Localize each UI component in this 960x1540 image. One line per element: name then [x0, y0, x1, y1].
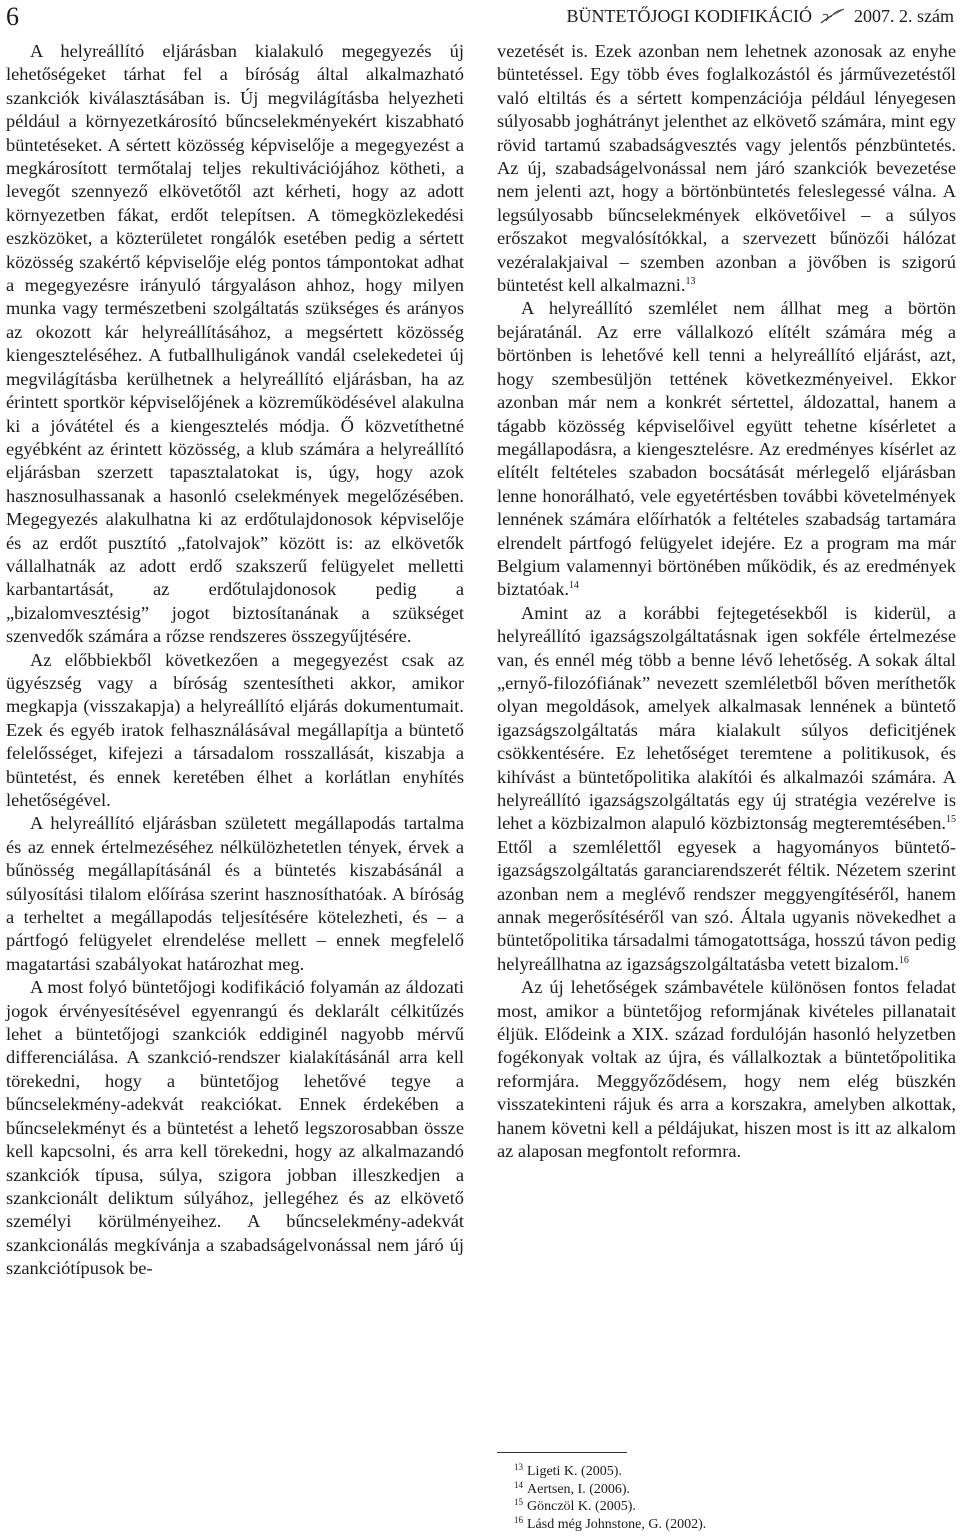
paragraph: Amint az a korábbi fejtegetésekből is kiderül, a helyreállító igazságszolgáltatásnak igen sokféle értelmezése van, és ennél még több a benne lévő lehetőség. A sokak által „ernyő-filozófiának” nevezett szemléletből bőven meríthetők olyan megoldások, amelyek alkalmasak lennének a büntető igazságszolgáltatás mára kialakult súlyos deficitjének csökkentésére. Ez lehetőséget teremtene a politikusok, és kihívást a büntetőpolitika alakítói és alkalmazói számára. A helyreállító igazságszolgáltatás egy új stratégia vezérelve is lehet a közbizalmon alapuló közbiztonság megteremtésében.$^{15}$ Ettől a szemlélettől egyesek a hagyományos büntető-igazságszolgáltatás garanciarendszerét féltik. Nézetem szerint azonban nem a meglévő rendszer meggyengítéséről, hanem annak megerősítéséről van szó. Általa ugyanis növekedhet a büntetőpolitika társadalmi támogatottsága, hosszú távon pedig helyreállhatna az igazságszolgáltatásba vetett bizalom.$^{16}$: [497, 602, 956, 974]
paragraph: Az előbbiekből következően a megegyezést csak az ügyészség vagy a bíróság szentesítheti akkor, amikor megkapja (visszakapja) a helyreállító eljárás dokumentumait. Ezek és egyéb iratok felhasználásával megállapítja a büntető felelősséget, kifejezi a társadalom rosszallását, kiszabja a büntetést, és ennek keretében élhet a korlátlan enyhítés lehetőségével.: [6, 649, 464, 810]
footnote-ref[interactable]: 16: [898, 954, 909, 966]
page-number: 6: [6, 2, 19, 31]
footnote-ref[interactable]: 14: [569, 580, 580, 592]
footnote-ref[interactable]: 13: [685, 276, 696, 288]
footnote-divider: [497, 1452, 627, 1453]
paragraph: A most folyó büntetőjogi kodifikáció folyamán az áldozati jogok érvényesítésével egyenrangú és deklarált célkitűzés lehet a büntetőjogi szankciók eddiginél nagyobb mérvű differenciálása. A szankció-rendszer kialakításánál arra kell törekedni, hogy a büntetőjog lehetővé tegye a bűncselekmény-adekvát reakciókat. Ennek érdekében a bűncselekményt és a büntetést a lehető legszorosabban össze kell kapcsolni, és arra kell törekedni, hogy az alkalmazandó szankciók típusa, súlya, szigora jobban illeszkedjen a szankcionált deliktum súlyához, jellegéhez és az elkövető személyi körülményeihez. A bűncselekmény-adekvát szankcionálás megkívánja a szabadságelvonással nem járó új szankciótípusok be-: [6, 977, 464, 1279]
footnotes: [514, 1463, 706, 1533]
paragraph: A helyreállító eljárásban született megállapodás tartalma és az ennek értelmezéséhez nélkülözhetetlen tények, érvek a bűnösség megállapításánál és a büntetés kiszabásánál a súlyosítási tilalom előírása szerint hasznosíthatóak. A bíróság a terheltet a megállapodás teljesítésére kötelezheti, és – a pártfogó felügyelet elrendelése mellett – ennek megfelelő magatartási szabályokat határozhat meg.: [6, 813, 464, 974]
paragraph: A helyreállító szemlélet nem állhat meg a börtön bejáratánál. Az erre vállalkozó elítélt számára még a börtönben is lehetővé kell tenni a helyreállító eljárást, azt, hogy szembesüljön tettének következményeivel. Ekkor azonban már nem a konkrét sértettel, áldozattal, hanem a tágabb közösség képviselőivel együtt tehetne kísérletet a megállapodásra, a kiengesztelésre. Az eredményes kísérlet az elítélt feltételes szabadon bocsátását mérlegelő eljárásban lenne honorálható, vele egyetértésben további követelmények lennének számára előírhatók a feltételes szabadság tartamára elrendelt pártfogó felügyelet idejére. Ez a program ma már Belgium valamennyi börtönében működik, és az eredmények biztatóak.$^{14}$: [497, 298, 956, 600]
footnote: $^{15}$ Gönczöl K. (2005).: [514, 1497, 636, 1514]
footnote: $^{13}$ Ligeti K. (2005).: [514, 1462, 622, 1479]
running-header: [567, 4, 954, 28]
footnote: $^{16}$ Lásd még Johnstone, G. (2002).: [514, 1514, 707, 1532]
footnote: $^{14}$ Aertsen, I. (2006).: [514, 1479, 631, 1497]
issue-label: 2007. 2. szám: [854, 6, 954, 26]
paragraph: Az új lehetőségek számbavétele különösen fontos feladat most, amikor a büntetőjog reformjának kivételes pillanatait éljük. Elődeink a XIX. század fordulóján hasonló helyzetben fogékonyak voltak az újra, és vállalkoztak a büntetőpolitika reformjára. Meggyőződésem, hogy nem elég büszkén visszatekinteni rájuk és arra a korszakra, amelyben alkottak, hanem követni kell a példájukat, hiszen most is itt az alkalom az alaposan megfontolt reformra.: [497, 977, 956, 1162]
paragraph: A helyreállító eljárásban kialakuló megegyezés új lehetőségeket tárhat fel a bíróság által alkalmazható szankciók kiválasztásában is. Új megvilágításba helyezheti például a környezetkárosító bűncselekményekért kiszabható büntetéseket. A sértett közösség képviselője a megegyezést a megkárosított termőtalaj teljes rekultivációjához kötheti, a levegőt szennyező elkövetőtől azt kérheti, hogy az adott környezetben fákat, erdőt telepítsen. A tömegközlekedési eszközöket, a közterületet rongálók esetében pedig a sértett közösség szakértő képviselője elég pontos támpontokat adhat a megegyezésre irányuló tárgyaláson ahhoz, hogy milyen munka vagy természetbeni szolgáltatás szükséges és arányos az okozott kár helyreállításához, a megsértett közösség kiengeszteléséhez. A futballhuligánok vandál cselekedetei új megvilágításba kerülhetnek a helyreállító eljárásban, ha az érintett sportkör képviselőjének a közreműködésével alakulna ki a jóvátétel és a kiengesztelés módja. Ő közvetíthetné egyébként az érintett közösség, a klub számára a helyreállító eljárásban szerzett tapasztalatokat is, úgy, hogy azok hasznosulhassanak a hasonló cselekmények megelőzésében. Megegyezés alakulhatna ki az erdőtulajdonosok képviselője és az erdőt pusztító „fatolvajok” között is: az elkövetők vállalhatnák az adott erdő szakszerű felügyelet melletti karbantartását, az erdőtulajdonosok pedig a „bizalomvesztésig” jogot biztosítanának a szükséget szenvedők számára a rőzse rendszeres összegyűjtésére.: [6, 41, 464, 647]
paragraph: vezetését is. Ezek azonban nem lehetnek azonosak az enyhe büntetéssel. Egy több éves foglalkozástól és járművezetéstől való eltiltás és a sértett kompenzációja például lényegesen súlyosabb joghátrányt jelenthet az elkövető számára, mint egy rövid tartamú szabadságvesztés vagy jelentős pénzbüntetés. Az új, szabadságelvonással nem járó szankciók bevezetése nem jelenti azt, hogy a börtönbüntetés feleslegessé válna. A legsúlyosabb bűncselekmények elkövetőivel – a súlyos erőszakot megvalósítókkal, a szervezett bűnözői hálózat vezéralakjaival – szemben azonban a jövőben is szigorú büntetést kell alkalmazni.$^{13}$: [497, 41, 956, 296]
right-column: [497, 40, 956, 1164]
footnote-ref[interactable]: 15: [946, 814, 956, 826]
quill-pen-ornament-icon: [820, 7, 846, 25]
left-column: [6, 40, 464, 1281]
journal-title: BÜNTETŐJOGI KODIFIKÁCIÓ: [566, 6, 813, 26]
